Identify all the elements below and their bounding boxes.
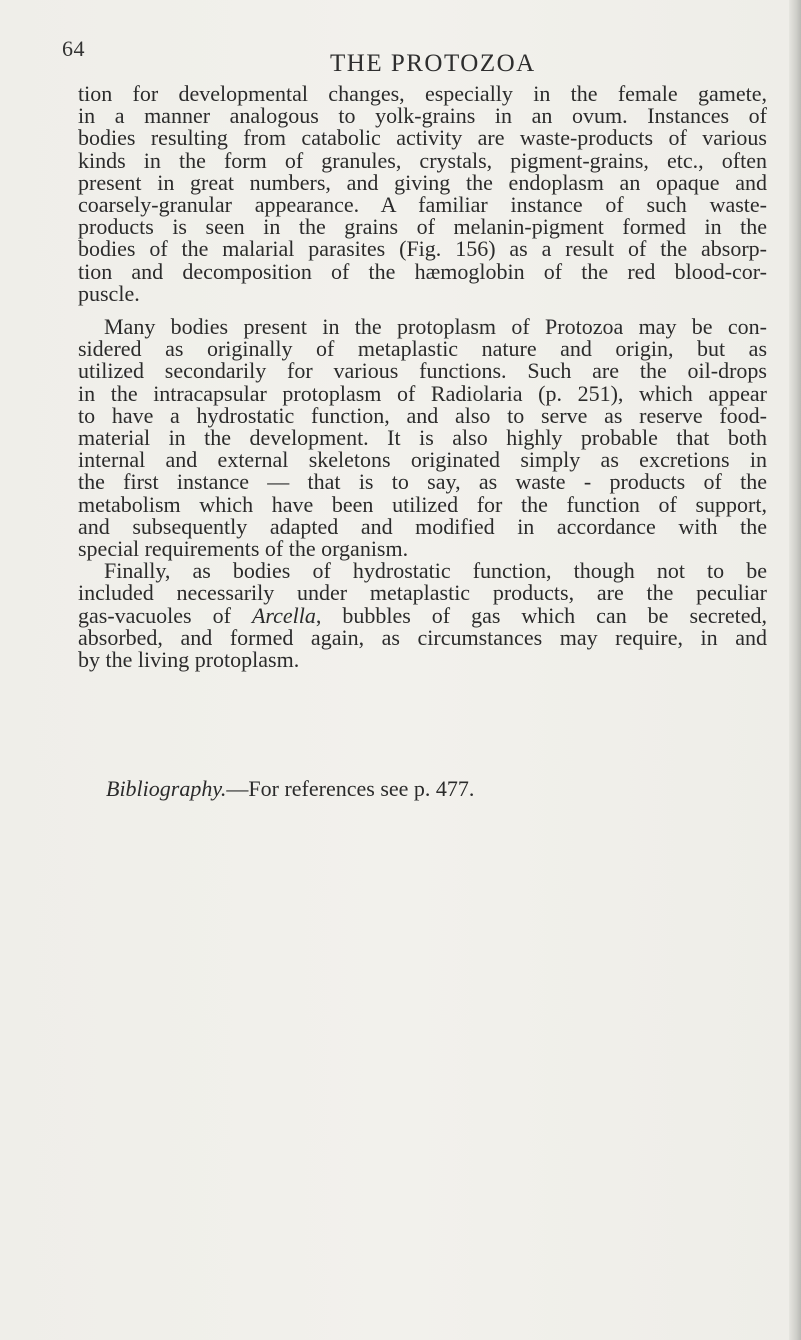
text-line: tion for developmental changes, especially in the female gamete, xyxy=(78,81,767,106)
running-head: THE PROTOZOA xyxy=(330,50,536,77)
text-line-part: gas-vacuoles of xyxy=(78,602,252,628)
bibliography-note xyxy=(106,776,474,802)
text-line xyxy=(78,602,767,628)
text-line: kinds in the form of granules, crystals, pigment-grains, etc., often xyxy=(78,147,767,173)
text-line: included necessarily under metaplastic products, are the peculiar xyxy=(78,580,767,606)
text-line: to have a hydrostatic function, and also to serve as reserve food- xyxy=(78,402,767,428)
paragraph-1 xyxy=(78,83,767,305)
text-line: and subsequently adapted and modified in accordance with the xyxy=(78,513,767,539)
paragraph-3 xyxy=(78,560,767,671)
text-line: special requirements of the organism. xyxy=(78,536,409,562)
text-line: absorbed, and formed again, as circumstances may require, in and xyxy=(78,624,767,650)
text-line: Many bodies present in the protoplasm of Protozoa may be con- xyxy=(104,314,767,340)
bibliography-text: —For references see p. 477. xyxy=(226,776,475,801)
text-line: material in the development. It is also highly probable that both xyxy=(78,425,767,451)
text-line: utilized secondarily for various functions. Such are the oil-drops xyxy=(78,358,767,384)
text-line: internal and external skeletons originated simply as excretions in xyxy=(78,447,767,473)
text-line: by the living protoplasm. xyxy=(78,647,300,673)
text-line: in the intracapsular protoplasm of Radiolaria (p. 251), which appear xyxy=(78,380,767,406)
text-line: Finally, as bodies of hydrostatic function, though not to be xyxy=(104,558,767,584)
bibliography-label: Bibliography. xyxy=(106,776,227,801)
text-line: bodies resulting from catabolic activity are waste-products of various xyxy=(78,125,767,151)
text-line: metabolism which have been utilized for the function of support, xyxy=(78,491,767,517)
paragraph-2 xyxy=(78,316,767,560)
text-line-part: , bubbles of gas which can be secreted, xyxy=(315,602,767,628)
body-text xyxy=(78,83,767,671)
page-edge-shadow xyxy=(789,0,801,1340)
text-line: bodies of the malarial parasites (Fig. 156) as a result of the absorp- xyxy=(78,236,767,262)
text-line: in a manner analogous to yolk-grains in an ovum. Instances of xyxy=(78,103,767,129)
text-line: coarsely-granular appearance. A familiar instance of such waste- xyxy=(78,192,767,218)
text-line: the first instance — that is to say, as waste - products of the xyxy=(78,469,767,495)
text-line: products is seen in the grains of melanin-pigment formed in the xyxy=(78,214,767,240)
text-line: tion and decomposition of the hæmoglobin of the red blood-cor- xyxy=(78,258,767,284)
text-line: puscle. xyxy=(78,280,140,306)
page-number: 64 xyxy=(62,36,85,61)
text-line: present in great numbers, and giving the endoplasm an opaque and xyxy=(78,169,767,195)
text-line: sidered as originally of metaplastic nature and origin, but as xyxy=(78,336,767,362)
genus-name: Arcella xyxy=(251,602,316,628)
